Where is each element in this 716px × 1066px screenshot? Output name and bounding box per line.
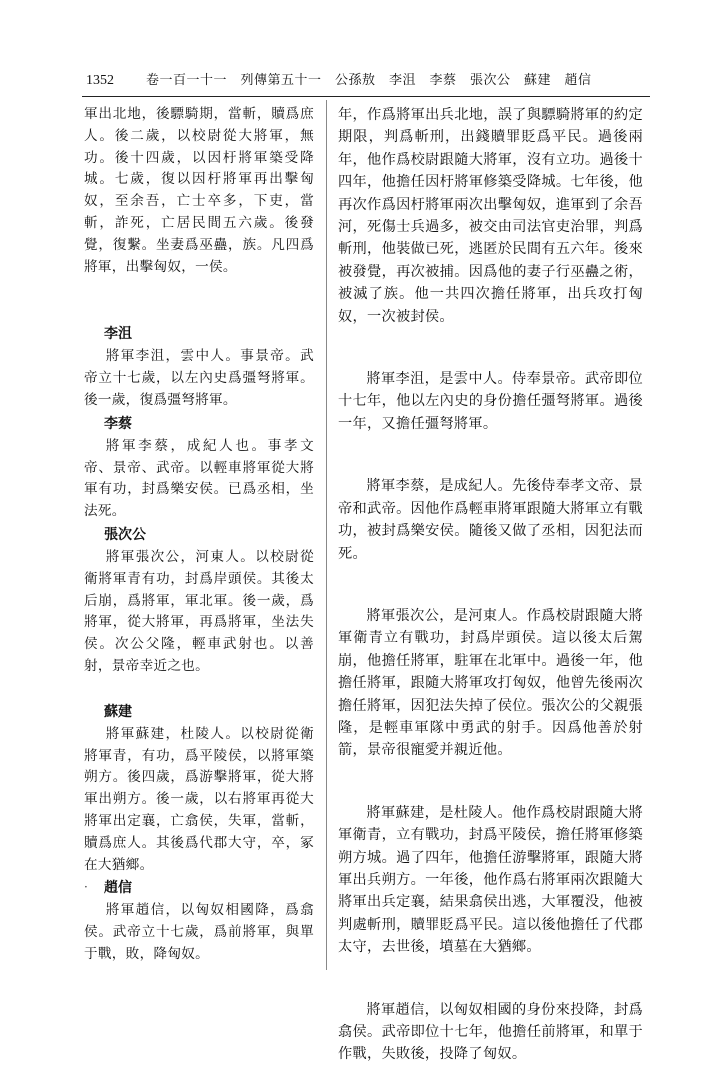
translation-zhao-xin: 將軍趙信，以匈奴相國的身份來投降，封爲翕侯。武帝即位十七年，他擔任前將軍，和單于作戰，失敗後，投降了匈奴。 [338,1001,643,1063]
section-text-su-jian: 將軍蘇建，杜陵人。以校尉從衛將軍青，有功，爲平陵侯，以將軍築朔方。後四歲，爲游擊將軍，從大將軍出朔方。後一歲，以右將軍再從大將軍出定襄，亡翕侯，失軍，當斬，贖爲庶人。其後爲代郡大守，卒，冢在大猶鄉。 [84,725,314,873]
section-heading-zhang-cigong: 張次公 [104,526,146,543]
translation-li-cai: 將軍李蔡，是成紀人。先後侍奉孝文帝、景帝和武帝。因他作爲輕車將軍跟隨大將軍立有戰功，被封爲樂安侯。隨後又做了丞相，因犯法而死。 [338,478,643,562]
page-number: 1352 [86,73,114,88]
section-text-li-ju: 將軍李沮，雲中人。事景帝。武帝立十七歲，以左內史爲彊弩將軍。後一歲，復爲彊弩將軍。 [84,348,314,408]
translation-su-jian: 將軍蘇建，是杜陵人。他作爲校尉跟隨大將軍衛青，立有戰功，封爲平陵侯，擔任將軍修築朔方城。過了四年，他擔任游擊將軍，跟隨大將軍出兵朔方。一年後，他作爲右將軍兩次跟隨大將軍出兵定襄，結果翕侯出逃，大軍覆没，他被判處斬刑，贖罪貶爲平民。這以後他擔任了代郡太守，去世後，墳墓在大猶鄉。 [338,804,643,956]
section-text-zhang-cigong: 將軍張次公，河東人。以校尉從衛將軍青有功，封爲岸頭侯。其後太后崩，爲將軍，軍北軍。後一歲，爲將軍，從大將軍，再爲將軍，坐法失侯。次公父隆，輕車武射也。以善射，景帝幸近之也。 [84,548,314,674]
section-text-li-cai: 將軍李蔡，成紀人也。事孝文帝、景帝、武帝。以輕車將軍從大將軍有功，封爲樂安侯。已爲丞相，坐法死。 [84,437,314,520]
gongsun-ao-continuation: 軍出北地，後驃騎期，當斬，贖爲庶人。後二歲，以校尉從大將軍，無功。後十四歲，以因杅將軍築受降城。七歲，復以因杅將軍再出擊匈奴，至余吾，亡士卒多，下吏，當斬，詐死，亡居民間五六歲。後發覺，復繫。坐妻爲巫蠱，族。凡四爲將軍，出擊匈奴，一侯。 [84,106,314,275]
translation-gongsun-ao: 年，作爲將軍出兵北地，誤了與驃騎將軍的約定期限，判爲斬刑，出錢贖罪貶爲平民。過後兩年，他作爲校尉跟隨大將軍，沒有立功。過後十四年，他擔任因杅將軍修築受降城。七年後，他再次作爲因杅將軍兩次出擊匈奴，進軍到了余吾河，死傷士兵過多，被交由司法官吏治罪，判爲斬刑，他裝做已死，逃匿於民間有五六年。後來被發覺，再次被捕。因爲他的妻子行巫蠱之術，被滅了族。他一共四次擔任將軍，出兵攻打匈奴，一次被封侯。 [338,107,643,325]
classical-text-column [84,104,314,966]
section-heading-li-cai: 李蔡 [104,415,132,432]
section-heading-zhao-xin: 趙信 [104,880,132,897]
translation-li-ju: 將軍李沮，是雲中人。侍奉景帝。武帝即位十七年，他以左內史的身份擔任彊弩將軍。過後一年，又擔任彊弩將軍。 [338,371,643,432]
running-title: 卷一百一十一 列傳第五十一 公孫敖 李沮 李蔡 張次公 蘇建 趙信 [146,73,592,88]
translation-zhang-cigong: 將軍張次公，是河東人。作爲校尉跟隨大將軍衛青立有戰功，封爲岸頭侯。這以後太后駕崩，他擔任將軍，駐軍在北軍中。過後一年，他擔任將軍，跟隨大將軍攻打匈奴，他曾先後兩次擔任將軍，因犯法失掉了侯位。張次公的父親張隆，是輕車軍隊中勇武的射手。因爲他善於射箭，景帝很寵愛并親近他。 [338,607,643,759]
margin-mark: · [84,880,88,894]
section-text-zhao-xin: 將軍趙信，以匈奴相國降，爲翕侯。武帝立十七歲，爲前將軍，與單于戰，敗，降匈奴。 [84,902,314,962]
header-rule [82,96,650,97]
column-divider [326,100,327,970]
running-header [86,70,646,92]
section-heading-su-jian: 蘇建 [104,703,132,720]
section-heading-li-ju: 李沮 [104,326,132,343]
translation-column [338,104,643,1066]
